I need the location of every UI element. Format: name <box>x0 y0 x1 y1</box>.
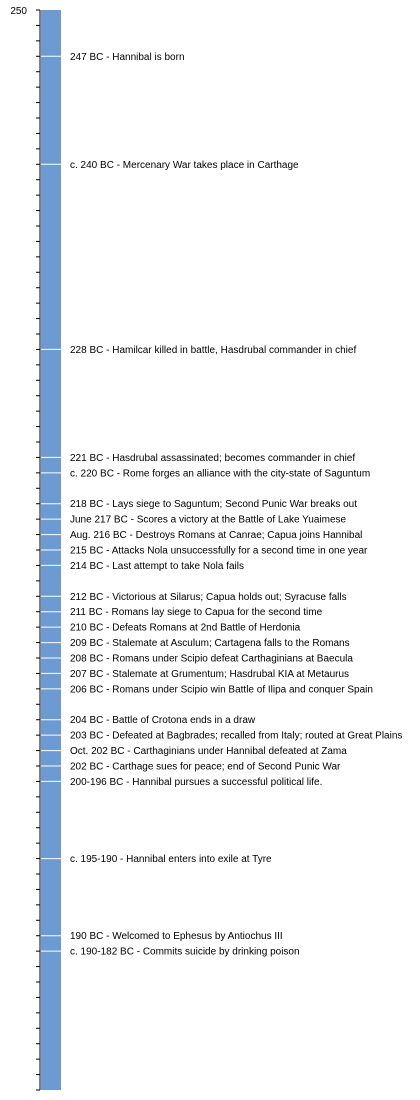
event-label: 206 BC - Romans under Scipio win Battle of Ilipa and conquer Spain <box>70 684 373 696</box>
event-label: 208 BC - Romans under Scipio defeat Carthaginians at Baecula <box>70 653 353 665</box>
event-label: June 217 BC - Scores a victory at the Battle of Lake Yuaimese <box>70 514 347 526</box>
event-label: 211 BC - Romans lay siege to Capua for the second time <box>70 607 323 619</box>
event-label: 218 BC - Lays siege to Saguntum; Second Punic War breaks out <box>70 499 358 511</box>
event-label: c. 240 BC - Mercenary War takes place in Carthage <box>70 159 299 171</box>
event-label: 203 BC - Defeated at Bagbrades; recalled from Italy; routed at Great Plains <box>70 730 403 742</box>
event-label: 247 BC - Hannibal is born <box>70 51 185 63</box>
event-label: 202 BC - Carthage sues for peace; end of Second Punic War <box>70 761 341 773</box>
event-label: c. 220 BC - Rome forges an alliance with the city-state of Saguntum <box>70 468 371 480</box>
event-label: 204 BC - Battle of Crotona ends in a draw <box>70 715 256 727</box>
event-label: c. 195-190 - Hannibal enters into exile at Tyre <box>70 854 272 866</box>
event-label: 228 BC - Hamilcar killed in battle, Hasdrubal commander in chief <box>70 344 357 356</box>
event-label: c. 190-182 BC - Commits suicide by drinking poison <box>70 946 300 958</box>
event-label: 212 BC - Victorious at Silarus; Capua holds out; Syracuse falls <box>70 591 347 603</box>
event-label: 209 BC - Stalemate at Asculum; Cartagena falls to the Romans <box>70 638 350 650</box>
event-label: 190 BC - Welcomed to Ephesus by Antiochus III <box>70 931 283 943</box>
event-label: 214 BC - Last attempt to take Nola fails <box>70 560 244 572</box>
scale-start-label: 250 <box>10 6 27 17</box>
event-label: Aug. 216 BC - Destroys Romans at Canrae; Capua joins Hannibal <box>70 530 363 542</box>
event-label: 215 BC - Attacks Nola unsuccessfully for a second time in one year <box>70 545 368 557</box>
event-label: 221 BC - Hasdrubal assassinated; becomes commander in chief <box>70 452 356 464</box>
timeline-events <box>41 52 402 958</box>
event-label: 207 BC - Stalemate at Grumentum; Hasdrubal KIA at Metaurus <box>70 668 350 680</box>
event-label: Oct. 202 BC - Carthaginians under Hannibal defeated at Zama <box>70 746 347 758</box>
event-label: 200-196 BC - Hannibal pursues a successful political life. <box>70 776 323 788</box>
event-label: 210 BC - Defeats Romans at 2nd Battle of Herdonia <box>70 622 301 634</box>
timeline-ticks <box>36 10 40 1090</box>
